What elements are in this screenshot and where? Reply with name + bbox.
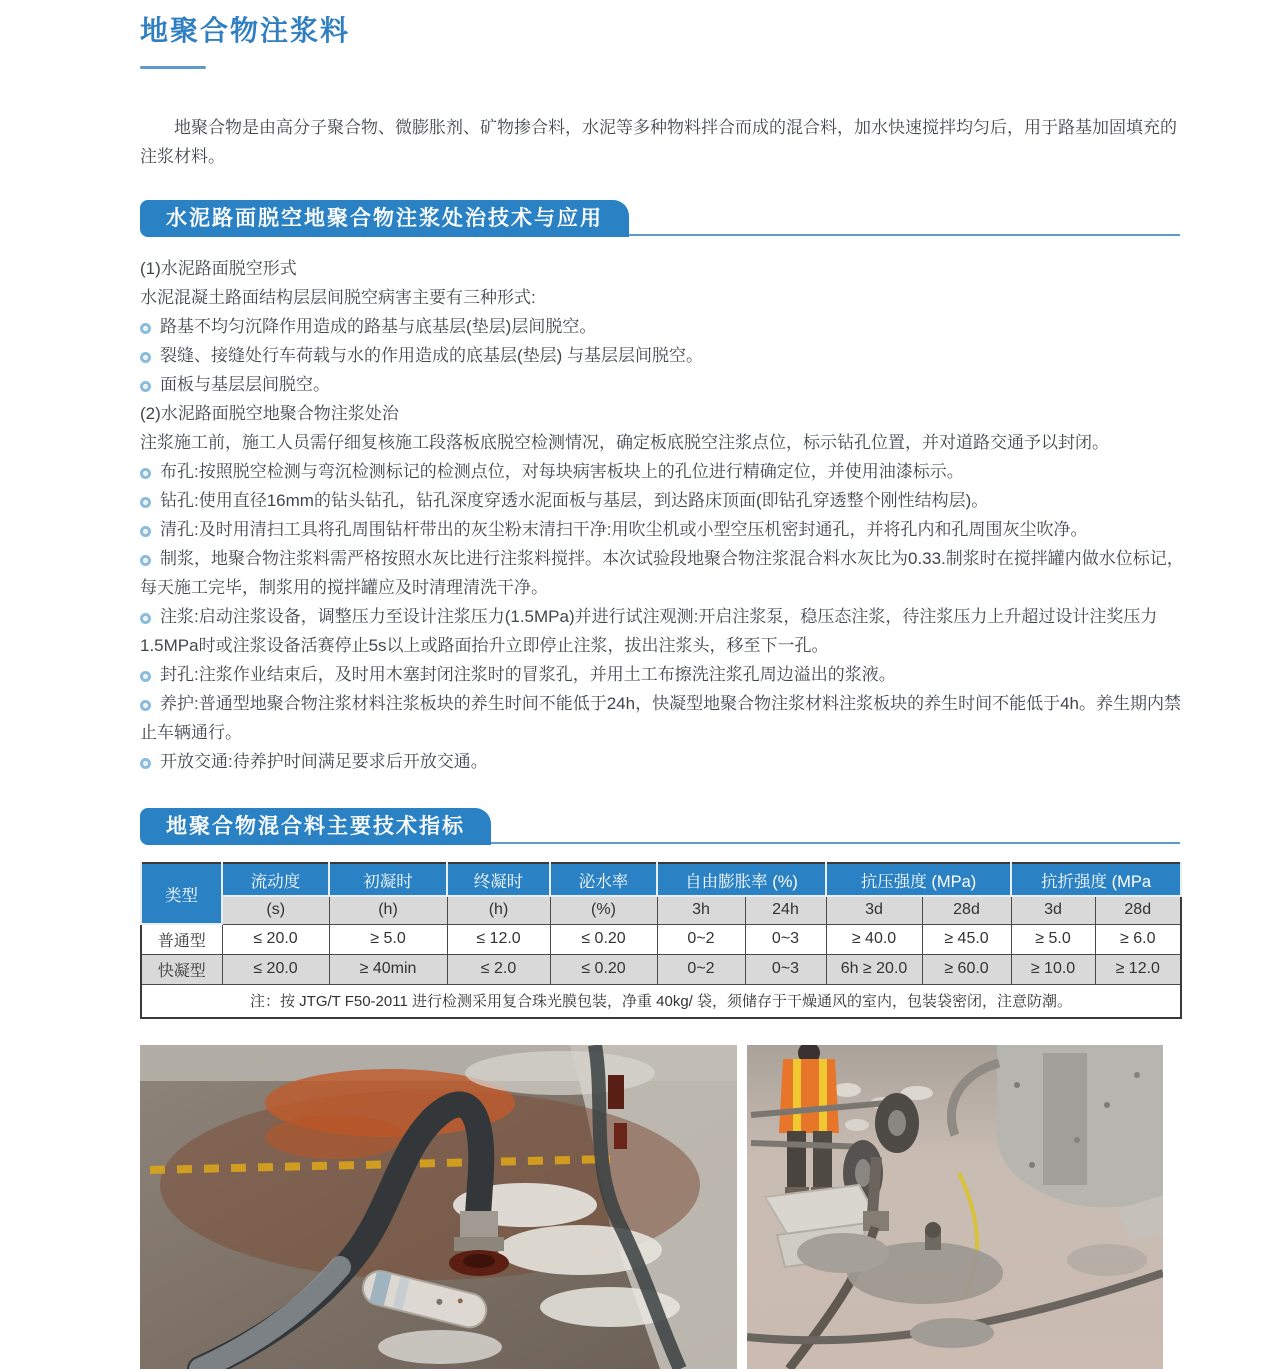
- body-paragraph: 注浆施工前，施工人员需仔细复核施工段落板底脱空检测情况，确定板底脱空注浆点位，标示钻孔位置，并对道路交通予以封闭。: [140, 433, 1109, 452]
- table-cell: ≤ 20.0: [222, 954, 329, 984]
- page-title: 地聚合物注浆料: [140, 15, 351, 46]
- body-paragraph: 水泥混凝土路面结构层层间脱空病害主要有三种形式:: [140, 288, 536, 307]
- table-cell: 6h ≥ 20.0: [826, 954, 922, 984]
- table-cell: ≥ 12.0: [1095, 954, 1181, 984]
- table-cell: 0~3: [745, 954, 826, 984]
- table-cell: 0~2: [657, 954, 745, 984]
- bullet-ring-icon: [140, 613, 151, 624]
- table-unit-cell: (%): [550, 896, 657, 924]
- table-cell: 0~3: [745, 924, 826, 954]
- banner-underline: [629, 234, 1180, 236]
- bullet-ring-icon: [140, 381, 151, 392]
- body-paragraph: 开放交通:待养护时间满足要求后开放交通。: [140, 747, 1184, 776]
- bullet-ring-icon: [140, 468, 151, 479]
- bullet-ring-icon: [140, 700, 151, 711]
- table-header-cell: 泌水率: [550, 863, 657, 896]
- body-paragraph: 注浆:启动注浆设备，调整压力至设计注浆压力(1.5MPa)并进行试注观测:开启注浆泵，稳压态注浆，待注浆压力上升超过设计注奖压力1.5MPa时或注浆设备活赛停止5s以上或路面抬升立即停止注浆，拔出注浆头，移至下一孔。: [140, 607, 1158, 655]
- table-header-cell: 流动度: [222, 863, 329, 896]
- table-unit-cell: 3d: [826, 896, 922, 924]
- section-title: 水泥路面脱空地聚合物注浆处治技术与应用: [140, 200, 629, 237]
- table-unit-cell: (h): [447, 896, 550, 924]
- table-row: [141, 924, 1181, 954]
- table-cell: ≥ 40.0: [826, 924, 922, 954]
- table-note-row: [141, 984, 1181, 1018]
- body-paragraph: 清孔:及时用清扫工具将孔周围钻杆带出的灰尘粉末清扫干净:用吹尘机或小型空压机密封通孔，并将孔内和孔周围灰尘吹净。: [140, 515, 1184, 544]
- bullet-ring-icon: [140, 526, 151, 537]
- table-header-row: [141, 863, 1181, 896]
- table-note: 注：按 JTG/T F50-2011 进行检测采用复合珠光膜包装，净重 40kg/ 袋，须储存于干燥通风的室内，包装袋密闭，注意防潮。: [141, 984, 1181, 1018]
- table-unit-cell: 28d: [922, 896, 1011, 924]
- body-paragraph: (2)水泥路面脱空地聚合物注浆处治: [140, 404, 399, 423]
- table-cell: ≥ 5.0: [329, 924, 447, 954]
- body-paragraph: 路基不均匀沉降作用造成的路基与底基层(垫层)层间脱空。: [140, 312, 1184, 341]
- table-cell: ≤ 0.20: [550, 954, 657, 984]
- bullet-ring-icon: [140, 758, 151, 769]
- table-header-type: 类型: [141, 863, 222, 924]
- intro-paragraph: 地聚合物是由高分子聚合物、微膨胀剂、矿物掺合料，水泥等多种物料拌合而成的混合料，加水快速搅拌均匀后，用于路基加固填充的注浆材料。: [140, 118, 1177, 166]
- table-unit-cell: 3d: [1011, 896, 1095, 924]
- table-header-cell: 初凝时: [329, 863, 447, 896]
- section-banner-technique: [140, 200, 1180, 237]
- spec-table: [140, 862, 1182, 1019]
- table-header-cell: 自由膨胀率 (%): [657, 863, 826, 896]
- photo-grouting-hose-pavement: [140, 1045, 737, 1369]
- body-paragraph: 养护:普通型地聚合物注浆材料注浆板块的养生时间不能低于24h，快凝型地聚合物注浆材料注浆板块的养生时间不能低于4h。养生期内禁止车辆通行。: [140, 694, 1181, 742]
- table-cell: ≥ 45.0: [922, 924, 1011, 954]
- banner-underline: [491, 842, 1180, 844]
- table-header-cell: 终凝时: [447, 863, 550, 896]
- bullet-ring-icon: [140, 671, 151, 682]
- table-cell: ≥ 10.0: [1011, 954, 1095, 984]
- body-paragraph: 布孔:按照脱空检测与弯沉检测标记的检测点位，对每块病害板块上的孔位进行精确定位，并使用油漆标示。: [140, 457, 1184, 486]
- section-title: 地聚合物混合料主要技术指标: [140, 808, 491, 845]
- section-banner-specs: [140, 808, 1180, 845]
- body-paragraph: 钻孔:使用直径16mm的钻头钻孔，钻孔深度穿透水泥面板与基层，到达路床顶面(即钻孔穿透整个刚性结构层)。: [140, 486, 1184, 515]
- table-unit-cell: 24h: [745, 896, 826, 924]
- body-paragraph: (1)水泥路面脱空形式: [140, 259, 297, 278]
- table-unit-cell: (h): [329, 896, 447, 924]
- table-cell: ≥ 5.0: [1011, 924, 1095, 954]
- table-unit-cell: (s): [222, 896, 329, 924]
- table-header-cell: 抗折强度 (MPa: [1011, 863, 1181, 896]
- row-type-cell: 普通型: [141, 924, 222, 954]
- body-paragraph: 裂缝、接缝处行车荷载与水的作用造成的底基层(垫层) 与基层层间脱空。: [140, 341, 1184, 370]
- table-row: [141, 954, 1181, 984]
- table-cell: ≤ 12.0: [447, 924, 550, 954]
- table-cell: ≤ 20.0: [222, 924, 329, 954]
- table-cell: 0~2: [657, 924, 745, 954]
- bullet-ring-icon: [140, 323, 151, 334]
- table-header-cell: 抗压强度 (MPa): [826, 863, 1011, 896]
- table-unit-row: [141, 896, 1181, 924]
- table-cell: ≥ 60.0: [922, 954, 1011, 984]
- bullet-ring-icon: [140, 497, 151, 508]
- table-cell: ≤ 2.0: [447, 954, 550, 984]
- body-paragraph: 制浆，地聚合物注浆料需严格按照水灰比进行注浆料搅拌。本次试验段地聚合物注浆混合料水灰比为0.33.制浆时在搅拌罐内做水位标记，每天施工完毕，制浆用的搅拌罐应及时清理清洗干净。: [140, 549, 1184, 597]
- table-cell: ≥ 6.0: [1095, 924, 1181, 954]
- bullet-ring-icon: [140, 352, 151, 363]
- table-cell: ≤ 0.20: [550, 924, 657, 954]
- row-type-cell: 快凝型: [141, 954, 222, 984]
- table-unit-cell: 28d: [1095, 896, 1181, 924]
- body-paragraph: 面板与基层层间脱空。: [140, 370, 1184, 399]
- title-underline: [140, 66, 206, 69]
- bullet-ring-icon: [140, 555, 151, 566]
- table-cell: ≥ 40min: [329, 954, 447, 984]
- photo-gallery: [140, 1045, 1280, 1369]
- section-body: [140, 254, 1184, 776]
- table-unit-cell: 3h: [657, 896, 745, 924]
- body-paragraph: 封孔:注浆作业结束后，及时用木塞封闭注浆时的冒浆孔，并用土工布擦洗注浆孔周边溢出的浆液。: [140, 660, 1184, 689]
- photo-grouting-worker-site: [747, 1045, 1163, 1369]
